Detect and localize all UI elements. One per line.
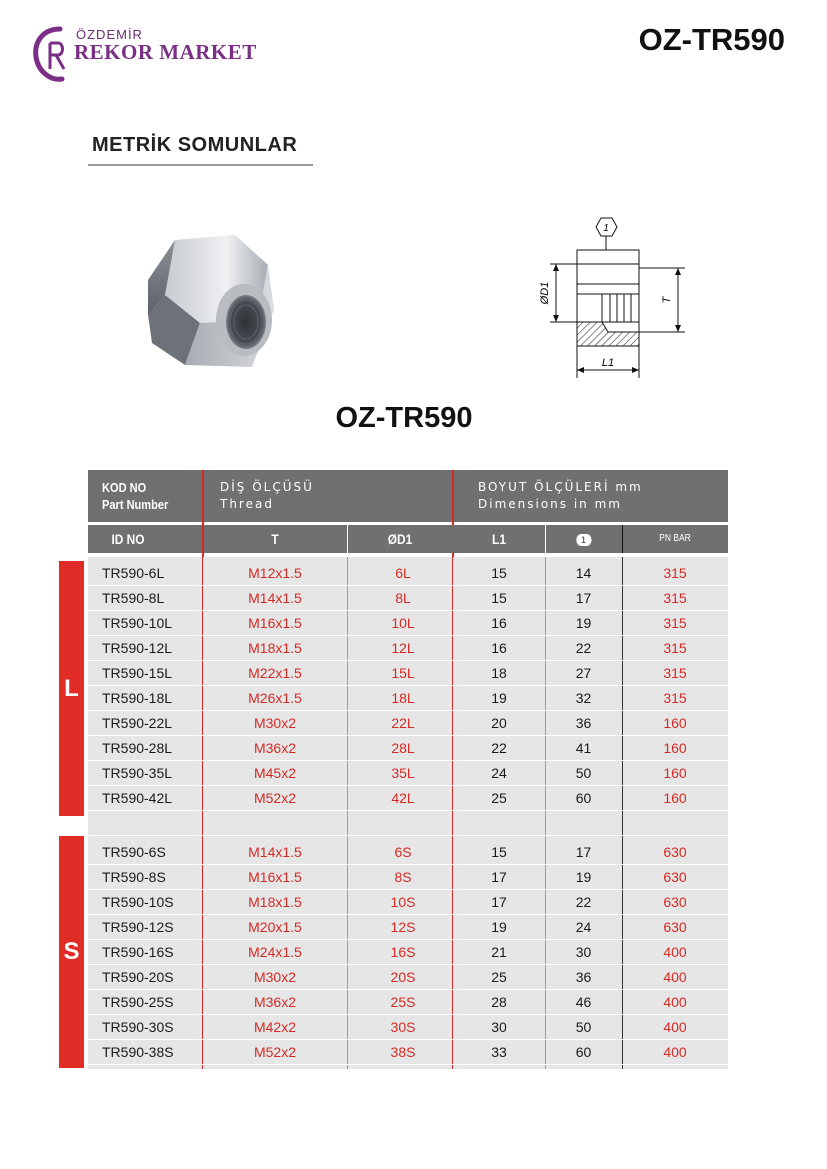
group-label-s: S (63, 938, 80, 965)
col-header-l1: L1 (492, 531, 506, 547)
table-row: TR590-18L M26x1.5 18L 19 32 315 (88, 686, 728, 711)
col-header-id: ID NO (111, 531, 145, 547)
table-row: TR590-35L M45x2 35L 24 50 160 (88, 761, 728, 786)
subheader-separator (545, 525, 546, 553)
d1-dimension-label: ØD1 (539, 281, 551, 305)
subheader-separator (202, 525, 204, 553)
header-part-number: KOD NO Part Number (102, 480, 169, 512)
table-row: TR590-25S M36x2 25S 28 46 400 (88, 990, 728, 1015)
group-bar-s (59, 836, 84, 1068)
document-code: OZ-TR590 (638, 22, 785, 57)
table-row: TR590-6S M14x1.5 6S 15 17 630 (88, 840, 728, 865)
table-subheader-row (88, 525, 728, 553)
product-photo-hex-nut (140, 225, 285, 375)
table-row: TR590-20S M30x2 20S 25 36 400 (88, 965, 728, 990)
hex-size-icon: 1 (576, 534, 591, 546)
col-header-t: T (271, 531, 279, 547)
col-header-pn: PN BAR (659, 533, 691, 544)
table-row: TR590-12S M20x1.5 12S 19 24 630 (88, 915, 728, 940)
table-row: TR590-8S M16x1.5 8S 17 19 630 (88, 865, 728, 890)
header-dimensions: BOYUT ÖLÇÜLERİ mm Dimensions in mm (478, 480, 643, 511)
brand-logo-icon (30, 25, 72, 85)
col-header-hex (551, 525, 616, 553)
table-row: TR590-30S M42x2 30S 30 50 400 (88, 1015, 728, 1040)
table-row: TR590-10L M16x1.5 10L 16 19 315 (88, 611, 728, 636)
table-row: TR590-8L M14x1.5 8L 15 17 315 (88, 586, 728, 611)
group-bar-l (59, 561, 84, 816)
brand-top-text: ÖZDEMİR (76, 27, 143, 42)
hex-marker-label: 1 (603, 223, 609, 234)
product-code-title: OZ-TR590 (335, 402, 473, 434)
brand-main-text: REKOR MARKET (74, 40, 257, 64)
col-header-d1: ØD1 (387, 531, 413, 547)
technical-drawing (520, 208, 700, 383)
header-thread: DİŞ ÖLÇÜSÜ Thread (220, 480, 314, 511)
table-row: TR590-16S M24x1.5 16S 21 30 400 (88, 940, 728, 965)
group-label-l: L (64, 674, 79, 702)
section-title: METRİK SOMUNLAR (92, 134, 298, 156)
table-row: TR590-6L M12x1.5 6L 15 14 315 (88, 561, 728, 586)
section-underline (88, 164, 313, 166)
table-spacer-row (88, 811, 728, 836)
table-row: TR590-12L M18x1.5 12L 16 22 315 (88, 636, 728, 661)
table-row: TR590-42L M52x2 42L 25 60 160 (88, 786, 728, 811)
table-row: TR590-10S M18x1.5 10S 17 22 630 (88, 890, 728, 915)
table-header-row (88, 470, 728, 522)
subheader-separator (622, 525, 623, 553)
t-dimension-label: T (661, 296, 673, 304)
brand-logo (30, 25, 260, 90)
table-row: TR590-38S M52x2 38S 33 60 400 (88, 1040, 728, 1065)
table-row: TR590-15L M22x1.5 15L 18 27 315 (88, 661, 728, 686)
subheader-separator (347, 525, 348, 553)
table-row: TR590-28L M36x2 28L 22 41 160 (88, 736, 728, 761)
l1-dimension-label: L1 (601, 357, 615, 369)
table-row: TR590-22L M30x2 22L 20 36 160 (88, 711, 728, 736)
